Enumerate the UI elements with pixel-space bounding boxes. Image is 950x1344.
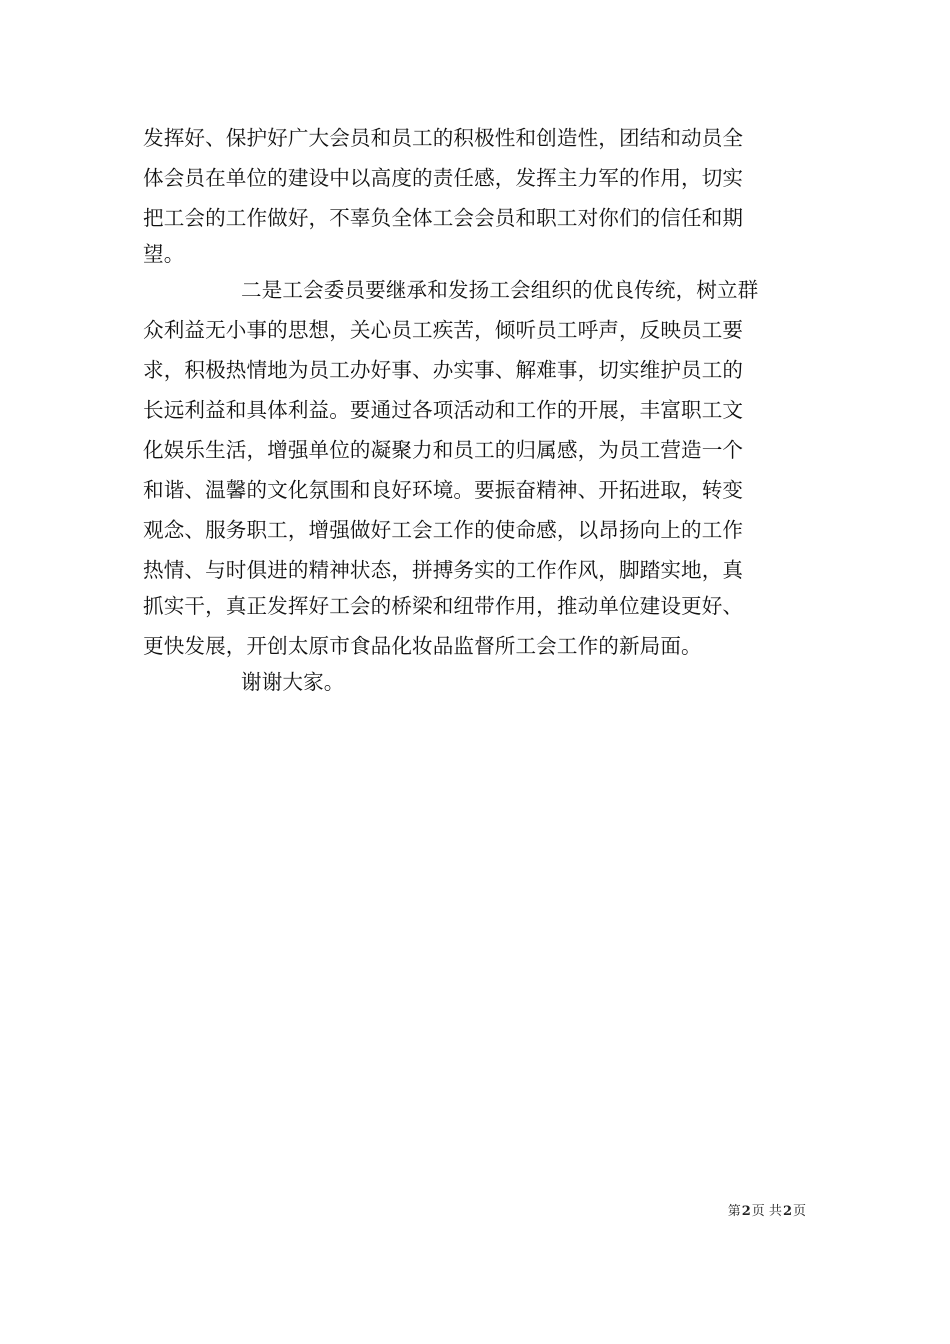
page-number-footer	[728, 1202, 806, 1222]
paragraph-2-line-9: 抓实干，真正发挥好工会的桥梁和纽带作用，推动单位建设更好、	[143, 594, 744, 618]
closing-line: 谢谢大家。	[241, 670, 345, 694]
paragraph-2-line-2: 众利益无小事的思想，关心员工疾苦，倾听员工呼声，反映员工要	[143, 318, 744, 342]
paragraph-2-line-10: 更快发展，开创太原市食品化妆品监督所工会工作的新局面。	[143, 634, 702, 658]
paragraph-2-line-6: 和谐、温馨的文化氛围和良好环境。要振奋精神、开拓进取，转变	[143, 478, 744, 502]
paragraph-2-line-7: 观念、服务职工，增强做好工会工作的使命感，以昂扬向上的工作	[143, 518, 744, 542]
footer-suffix: 页	[792, 1204, 806, 1219]
current-page-number: 2	[741, 1204, 751, 1219]
footer-middle: 页 共	[751, 1204, 782, 1219]
paragraph-2-line-5: 化娱乐生活，增强单位的凝聚力和员工的归属感，为员工营造一个	[143, 438, 744, 462]
paragraph-1-line-2: 体会员在单位的建设中以高度的责任感，发挥主力军的作用，切实	[143, 166, 744, 190]
paragraph-2-line-8: 热情、与时俱进的精神状态，拼搏务实的工作作风，脚踏实地，真	[143, 558, 744, 582]
footer-prefix: 第	[727, 1204, 741, 1219]
paragraph-2-line-4: 长远利益和具体利益。要通过各项活动和工作的开展，丰富职工文	[143, 398, 744, 422]
paragraph-1-line-1: 发挥好、保护好广大会员和员工的积极性和创造性，团结和动员全	[143, 126, 744, 150]
paragraph-1-line-3: 把工会的工作做好，不辜负全体工会会员和职工对你们的信任和期	[143, 206, 744, 230]
paragraph-2-line-1: 二是工会委员要继承和发扬工会组织的优良传统，树立群	[241, 278, 759, 302]
paragraph-2-line-3: 求，积极热情地为员工办好事、办实事、解难事，切实维护员工的	[143, 358, 744, 382]
paragraph-1-line-4: 望。	[143, 242, 185, 266]
total-page-count: 2	[782, 1204, 792, 1219]
